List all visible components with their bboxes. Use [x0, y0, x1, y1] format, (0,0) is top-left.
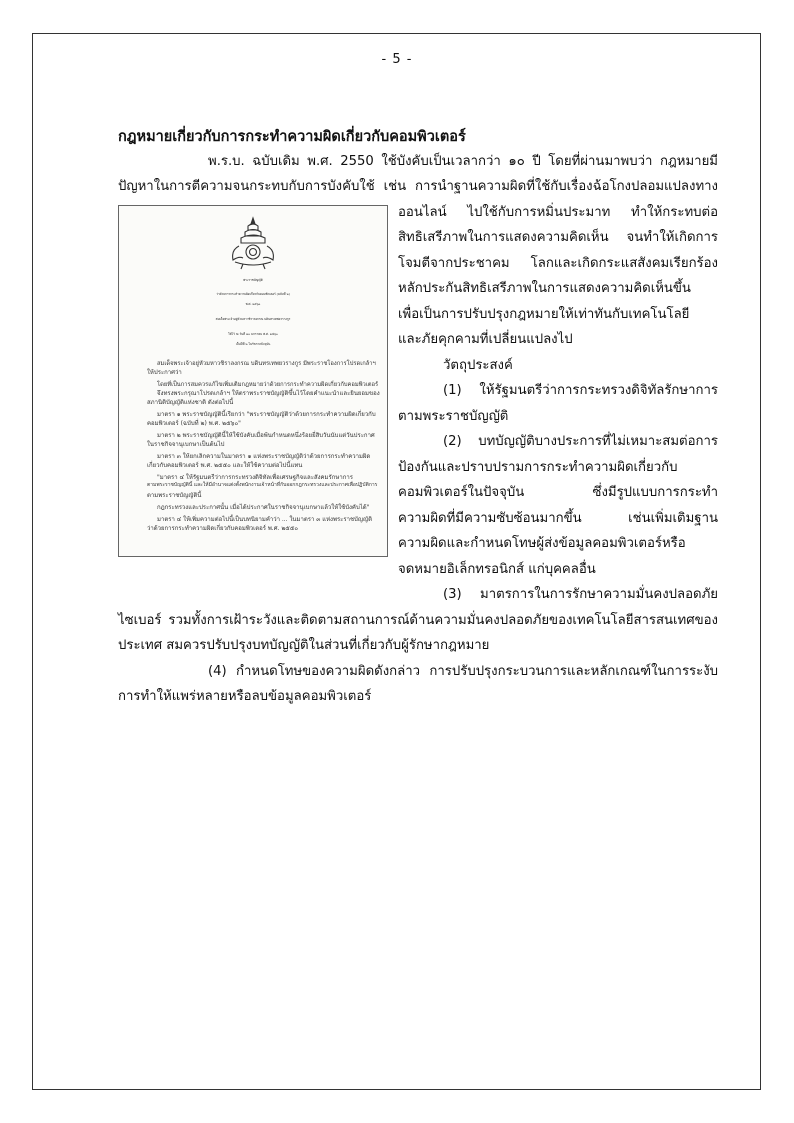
body-line: คอมพิวเตอร์ในปัจจุบัน ซึ่งมีรูปแบบการกระทำ [398, 485, 718, 500]
gazette-body-line: ในราชกิจจานุเบกษาเป็นต้นไป [147, 441, 225, 448]
gazette-body-line: กฎกระทรวงและประกาศนั้น เมื่อได้ประกาศในราชกิจจานุเบกษาแล้วให้ใช้บังคับได้" [157, 504, 370, 511]
body-line: ความผิดและกำหนดโทษผู้ส่งข้อมูลคอมพิวเตอร์หรือ [398, 536, 686, 551]
body-line: ไซเบอร์ รวมทั้งการเฝ้าระวังและติดตามสถานการณ์ด้านความมั่นคงปลอดภัยของเทคโนโลยีสารสนเทศของ [118, 613, 718, 628]
body-line: (2) บทบัญญัติบางประการที่ไม่เหมาะสมต่อการ [443, 434, 718, 449]
gazette-body-line: ตามพระราชบัญญัตินี้ และให้มีอำนาจแต่งตั้งพนักงานเจ้าหน้าที่กับออกกฎกระทรวงและประกาศเพื่อปฏิบัติการ [147, 482, 378, 488]
gazette-year: พ.ศ. ๒๕๖๐ [245, 302, 261, 306]
gazette-body-line: จึงทรงพระกรุณาโปรดเกล้าฯ ให้ตราพระราชบัญญัติขึ้นไว้โดยคำแนะนำและยินยอมของ [157, 390, 380, 397]
gazette-image [118, 205, 388, 557]
gazette-date: ให้ไว้ ณ วันที่ ๒๓ มกราคม พ.ศ. ๒๕๖๐ [228, 332, 278, 336]
body-line: โจมตีจากประชาคม โลกและเกิดกระแสสังคมเรียกร้อง [398, 256, 718, 271]
gazette-body-line: ตามพระราชบัญญัตินี้ [147, 492, 202, 499]
gazette-body-line: มาตรา ๓ ให้ยกเลิกความในมาตรา ๑ แห่งพระราชบัญญัติว่าด้วยการกระทำความผิด [157, 453, 371, 460]
gazette-body-line: โดยที่เป็นการสมควรแก้ไขเพิ่มเติมกฎหมายว่าด้วยการกระทำความผิดเกี่ยวกับคอมพิวเตอร์ [157, 382, 379, 388]
body-line: (4) กำหนดโทษของความผิดดังกล่าว การปรับปรุงกระบวนการและหลักเกณฑ์ในการระงับ [208, 664, 718, 679]
gazette-body-line: สภานิติบัญญัติแห่งชาติ ดังต่อไปนี้ [147, 399, 234, 406]
gazette-title: พระราชบัญญัติ [243, 278, 263, 282]
body-line: และภัยคุกคามที่เปลี่ยนแปลงไป [398, 332, 573, 347]
body-line: (3) มาตรการในการรักษาความมั่นคงปลอดภัย [443, 587, 718, 602]
gazette-body-line: มาตรา ๒ พระราชบัญญัตินี้ให้ใช้บังคับเมื่อพ้นกำหนดหนึ่งร้อยยี่สิบวันนับแต่วันประกาศ [157, 432, 375, 439]
body-line: จดหมายอิเล็กทรอนิกส์ แก่บุคคลอื่น [398, 562, 596, 577]
gazette-body-line: สมเด็จพระเจ้าอยู่หัวมหาวชิราลงกรณ บดินทรเทพยวรางกูร มีพระราชโองการโปรดเกล้าฯ [157, 361, 376, 367]
objectives-label: วัตถุประสงค์ [443, 358, 513, 373]
gazette-body-line: มาตรา ๑ พระราชบัญญัตินี้เรียกว่า "พระราชบัญญัติว่าด้วยการกระทำความผิดเกี่ยวกับ [157, 411, 376, 418]
gazette-body-line: ให้ประกาศว่า [147, 369, 182, 376]
gazette-body-line: คอมพิวเตอร์ (ฉบับที่ ๒) พ.ศ. ๒๕๖๐" [147, 420, 241, 427]
body-line: ตามพระราชบัญญัติ [398, 409, 509, 424]
body-line: ปัญหาในการตีความจนกระทบกับการบังคับใช้ เช่น การนำฐานความผิดที่ใช้กับเรื่องฉ้อโกงปลอมแปลงทาง [118, 179, 718, 194]
body-line: พ.ร.บ. ฉบับเดิม พ.ศ. 2550 ใช้บังคับเป็นเวลากว่า ๑๐ ปี โดยที่ผ่านมาพบว่า กฎหมายมี [208, 154, 718, 169]
gazette-body-line: เกี่ยวกับคอมพิวเตอร์ พ.ศ. ๒๕๕๐ และให้ใช้ความต่อไปนี้แทน [147, 462, 303, 469]
gazette-subtitle: ว่าด้วยการกระทำความผิดเกี่ยวกับคอมพิวเตอร์ (ฉบับที่ ๒) [216, 292, 290, 296]
body-line: การทำให้แพร่หลายหรือลบข้อมูลคอมพิวเตอร์ [118, 689, 372, 704]
body-line: (1) ให้รัฐมนตรีว่าการกระทรวงดิจิทัลรักษาการ [443, 383, 718, 398]
body-line: หลักประกันสิทธิเสรีภาพในการแสดงความคิดเห็นขึ้น [398, 281, 691, 296]
royal-emblem-icon [227, 216, 279, 270]
body-line: ประเทศ สมควรปรับปรุงบทบัญญัติในส่วนที่เกี่ยวกับผู้รักษากฎหมาย [118, 638, 490, 653]
gazette-king: สมเด็จพระเจ้าอยู่หัวมหาวชิราลงกรณ บดินทรเทพยวรางกูร [215, 317, 291, 321]
body-line: ออนไลน์ ไปใช้กับการหมิ่นประมาท ทำให้กระทบต่อ [398, 205, 718, 220]
gazette-body-line: มาตรา ๔ ให้เพิ่มความต่อไปนี้เป็นบทนิยามคำว่า ... ในมาตรา ๓ แห่งพระราชบัญญัติ [157, 516, 372, 523]
gazette-body-line: "มาตรา ๔ ให้รัฐมนตรีว่าการกระทรวงดิจิทัลเพื่อเศรษฐกิจและสังคมรักษาการ [157, 474, 353, 481]
gazette-body-line: ว่าด้วยการกระทำความผิดเกี่ยวกับคอมพิวเตอร์ พ.ศ. ๒๕๕๐ [147, 525, 299, 532]
body-line: ความผิดที่มีความซับซ้อนมากขึ้น เช่นเพิ่มเติมฐาน [398, 511, 718, 526]
body-line: เพื่อเป็นการปรับปรุงกฎหมายให้เท่าทันกับเทคโนโลยี [398, 307, 690, 322]
page-number: - 5 - [381, 52, 413, 67]
body-line: ป้องกันและปราบปรามการกระทำความผิดเกี่ยวกับ [398, 460, 678, 475]
body-line: สิทธิเสรีภาพในการแสดงความคิดเห็น จนทำให้เกิดการ [398, 230, 718, 245]
gazette-reign: เป็นปีที่ ๒ ในรัชกาลปัจจุบัน [235, 342, 271, 346]
section-heading: กฎหมายเกี่ยวกับการกระทำความผิดเกี่ยวกับคอมพิวเตอร์ [118, 129, 466, 145]
